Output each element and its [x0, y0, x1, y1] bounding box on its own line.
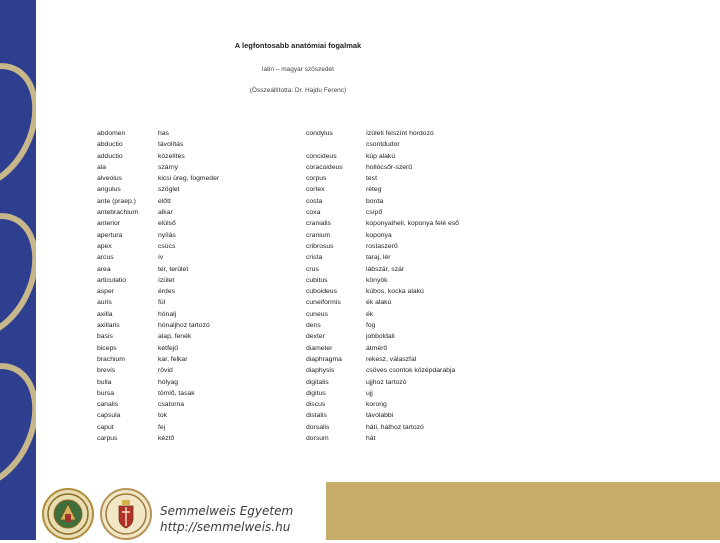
latin-term: coxa [306, 209, 321, 217]
vocabulary-row [306, 162, 506, 173]
latin-term: axillaris [97, 322, 120, 330]
vocabulary-row [306, 286, 506, 297]
vocabulary-row [306, 331, 506, 342]
hungarian-term: ív [158, 254, 164, 262]
vocabulary-row [97, 252, 278, 263]
vocabulary-row [97, 365, 278, 376]
vocabulary-row [97, 230, 278, 241]
vocabulary-row [97, 354, 278, 365]
hungarian-term: ízületi felszínt hordozó [366, 130, 434, 137]
hungarian-term: ujj [366, 389, 373, 397]
hungarian-term: tér, terület [158, 265, 189, 273]
hungarian-term: taraj, lér [366, 254, 391, 262]
hungarian-term: réteg [366, 186, 382, 194]
hungarian-term: hollócsőr-szerű [366, 163, 413, 171]
hungarian-term: ék [366, 310, 374, 318]
hungarian-term: ujjhoz tartozó [366, 378, 407, 386]
hungarian-term: fül [158, 299, 166, 307]
vocabulary-row [306, 410, 506, 421]
latin-term: cubitus [306, 276, 328, 284]
vocabulary-row [306, 275, 506, 286]
hungarian-term: jobboldali [366, 333, 395, 341]
hungarian-term: elülső [158, 220, 176, 228]
latin-term: apertura [97, 231, 123, 239]
vocabulary-row [306, 365, 506, 376]
hungarian-term: hólyag [158, 378, 179, 386]
latin-term: digitalis [306, 378, 329, 386]
document-title: A legfontosabb anatómiai fogalmak [234, 41, 362, 50]
hungarian-term: távolítás [158, 141, 184, 149]
hungarian-term: has [158, 130, 169, 137]
latin-term: crus [306, 265, 319, 273]
hungarian-term: tömlő, tasak [158, 389, 195, 397]
hungarian-term: fog [366, 322, 376, 330]
latin-term: diameter [306, 344, 333, 352]
hungarian-term: alap, fenék [158, 333, 192, 341]
hungarian-term: tok [158, 412, 168, 420]
latin-term: dexter [306, 333, 325, 341]
vocabulary-row [97, 218, 278, 229]
latin-term: anterior [97, 220, 121, 228]
vocabulary-row [306, 264, 506, 275]
latin-term: crista [306, 254, 323, 262]
vocabulary-row [97, 241, 278, 252]
vocabulary-row [97, 343, 278, 354]
vocabulary-row [97, 128, 278, 139]
latin-term: antebrachium [97, 209, 139, 217]
vocabulary-row [306, 241, 506, 252]
latin-term: capsula [97, 412, 121, 420]
latin-term: ala [97, 163, 107, 171]
vocabulary-row [97, 173, 278, 184]
vocabulary-row [306, 184, 506, 195]
document-page [84, 10, 512, 460]
latin-term: dorsum [306, 435, 329, 443]
band-swoosh [0, 47, 36, 206]
latin-term: asper [97, 288, 115, 296]
vocabulary-row [97, 388, 278, 399]
latin-term: carpus [97, 435, 118, 443]
hungarian-term: könyök [366, 276, 388, 284]
vocabulary-row [306, 173, 506, 184]
hungarian-term: átmérő [366, 344, 388, 352]
vocabulary-row [306, 128, 506, 139]
hungarian-term: kéztő [158, 435, 175, 443]
vocabulary-row [97, 433, 278, 444]
vocabulary-row [97, 275, 278, 286]
vocabulary-row [306, 354, 506, 365]
document-compiler: (Összeállította: Dr. Hajdu Ferenc) [249, 87, 347, 94]
hungarian-term: szárny [158, 163, 179, 171]
vocabulary-row [306, 422, 506, 433]
vocabulary-row [97, 139, 278, 150]
latin-term: corpus [306, 175, 327, 183]
latin-term: cuneus [306, 310, 328, 318]
hungarian-term: test [366, 175, 377, 183]
hungarian-term: szöglet [158, 186, 180, 194]
latin-term: cortex [306, 186, 325, 194]
latin-term: caput [97, 423, 114, 431]
latin-term: arcus [97, 254, 114, 262]
vocabulary-column-left [97, 128, 278, 444]
latin-term: brachium [97, 355, 125, 363]
hungarian-term: rövid [158, 367, 173, 375]
university-seal-icon [42, 488, 94, 540]
vocabulary-row [306, 230, 506, 241]
latin-term: brevis [97, 367, 116, 375]
vocabulary-row [97, 377, 278, 388]
vocabulary-row [306, 377, 506, 388]
hungarian-term: csontdudor [366, 141, 400, 149]
latin-term: abductio [97, 141, 123, 149]
vocabulary-row [97, 264, 278, 275]
latin-term: axilla [97, 310, 113, 318]
hungarian-term: hónalj [158, 310, 177, 318]
hungarian-term: rostaszerű [366, 242, 398, 250]
latin-term: bulla [97, 378, 112, 386]
band-swoosh [0, 197, 36, 356]
hungarian-term: koponyaiheli, koponya felé eső [366, 220, 459, 228]
hungarian-term: kúp alakú [366, 152, 396, 160]
hungarian-term: hát [366, 435, 376, 443]
footer-logo-area [36, 482, 326, 540]
latin-term: digitus [306, 389, 326, 397]
latin-term: canalis [97, 401, 119, 409]
latin-term: basis [97, 333, 113, 341]
vocabulary-row [306, 196, 506, 207]
vocabulary-row [306, 207, 506, 218]
vocabulary-row [306, 218, 506, 229]
vocabulary-row [306, 151, 506, 162]
hungarian-term: kicsi üreg, fogmeder [158, 175, 220, 183]
latin-term: condylus [306, 130, 333, 137]
vocabulary-row [306, 433, 506, 444]
left-decorative-band [0, 0, 36, 540]
document-subtitle: latin – magyar szószedet [262, 66, 334, 73]
vocabulary-row [97, 331, 278, 342]
vocabulary-row [97, 196, 278, 207]
latin-term: auris [97, 299, 112, 307]
hungarian-term: korong [366, 401, 387, 409]
vocabulary-column-right [306, 128, 506, 444]
vocabulary-row [306, 320, 506, 331]
hungarian-term: hónaljhoz tartozó [158, 322, 210, 330]
vocabulary-row [97, 422, 278, 433]
vocabulary-row [97, 297, 278, 308]
latin-term: diaphragma [306, 355, 342, 363]
latin-term: adductio [97, 152, 123, 160]
hungarian-term: csatorna [158, 401, 185, 409]
vocabulary-row [306, 388, 506, 399]
latin-term: dens [306, 322, 321, 330]
hungarian-term: alkar [158, 209, 173, 217]
hungarian-term: csöves csontok középdarabja [366, 367, 456, 375]
hungarian-term: távolabbi [366, 412, 394, 420]
latin-term: cranialis [306, 220, 331, 228]
latin-term: bursa [97, 389, 115, 397]
latin-term: alveolus [97, 175, 122, 183]
latin-term: cuneiformis [306, 299, 341, 307]
vocabulary-row [97, 184, 278, 195]
vocabulary-row [97, 309, 278, 320]
latin-term: costa [306, 197, 323, 205]
latin-term: angulus [97, 186, 121, 194]
latin-term: abdomen [97, 130, 126, 137]
hungarian-term: háti, háthoz tartozó [366, 423, 424, 431]
hungarian-term: kúbos, kocka alakú [366, 288, 424, 296]
vocabulary-row [306, 252, 506, 263]
latin-term: biceps [97, 344, 117, 352]
band-swoosh [0, 347, 36, 506]
hungarian-term: nyílás [158, 231, 176, 239]
footer-university-name: Semmelweis Egyetem [160, 504, 294, 518]
hungarian-term: rekesz, válaszfal [366, 355, 417, 363]
vocabulary-row [306, 343, 506, 354]
footer-bar [36, 482, 720, 540]
latin-term: area [97, 265, 111, 273]
coat-of-arms-icon [100, 488, 152, 540]
vocabulary-row [97, 151, 278, 162]
vocabulary-row [97, 320, 278, 331]
hungarian-term: ízület [158, 276, 175, 284]
vocabulary-row [306, 139, 506, 150]
hungarian-term: koponya [366, 231, 392, 239]
latin-term: ante (praep.) [97, 197, 136, 205]
vocabulary-row [97, 286, 278, 297]
vocabulary-row [97, 399, 278, 410]
hungarian-term: közelítés [158, 152, 185, 160]
latin-term: concideus [306, 152, 337, 160]
hungarian-term: fej [158, 423, 166, 431]
hungarian-term: lábszár, szár [366, 265, 405, 273]
hungarian-term: csípő [366, 209, 383, 217]
hungarian-term: előtt [158, 197, 171, 205]
vocabulary-row [97, 207, 278, 218]
vocabulary-row [97, 162, 278, 173]
hungarian-term: borda [366, 197, 384, 205]
vocabulary-row [306, 399, 506, 410]
hungarian-term: ék alakú [366, 299, 392, 307]
latin-term: discus [306, 401, 326, 409]
latin-term: diaphysis [306, 367, 335, 375]
latin-term: distalis [306, 412, 327, 420]
latin-term: cuboideus [306, 288, 337, 296]
latin-term: dorsalis [306, 423, 330, 431]
latin-term [306, 139, 366, 150]
latin-term: articulatio [97, 276, 127, 284]
vocabulary-row [306, 309, 506, 320]
vocabulary-row [97, 410, 278, 421]
hungarian-term: kétfejű [158, 344, 179, 352]
latin-term: cranium [306, 231, 331, 239]
latin-term: cribrosus [306, 242, 334, 250]
latin-term: apex [97, 242, 112, 250]
hungarian-term: érdes [158, 288, 176, 296]
hungarian-term: kar, felkar [158, 355, 188, 363]
latin-term: coracoideus [306, 163, 343, 171]
footer-url-link[interactable]: http://semmelweis.hu [160, 520, 291, 534]
hungarian-term: csúcs [158, 242, 176, 250]
vocabulary-row [306, 297, 506, 308]
